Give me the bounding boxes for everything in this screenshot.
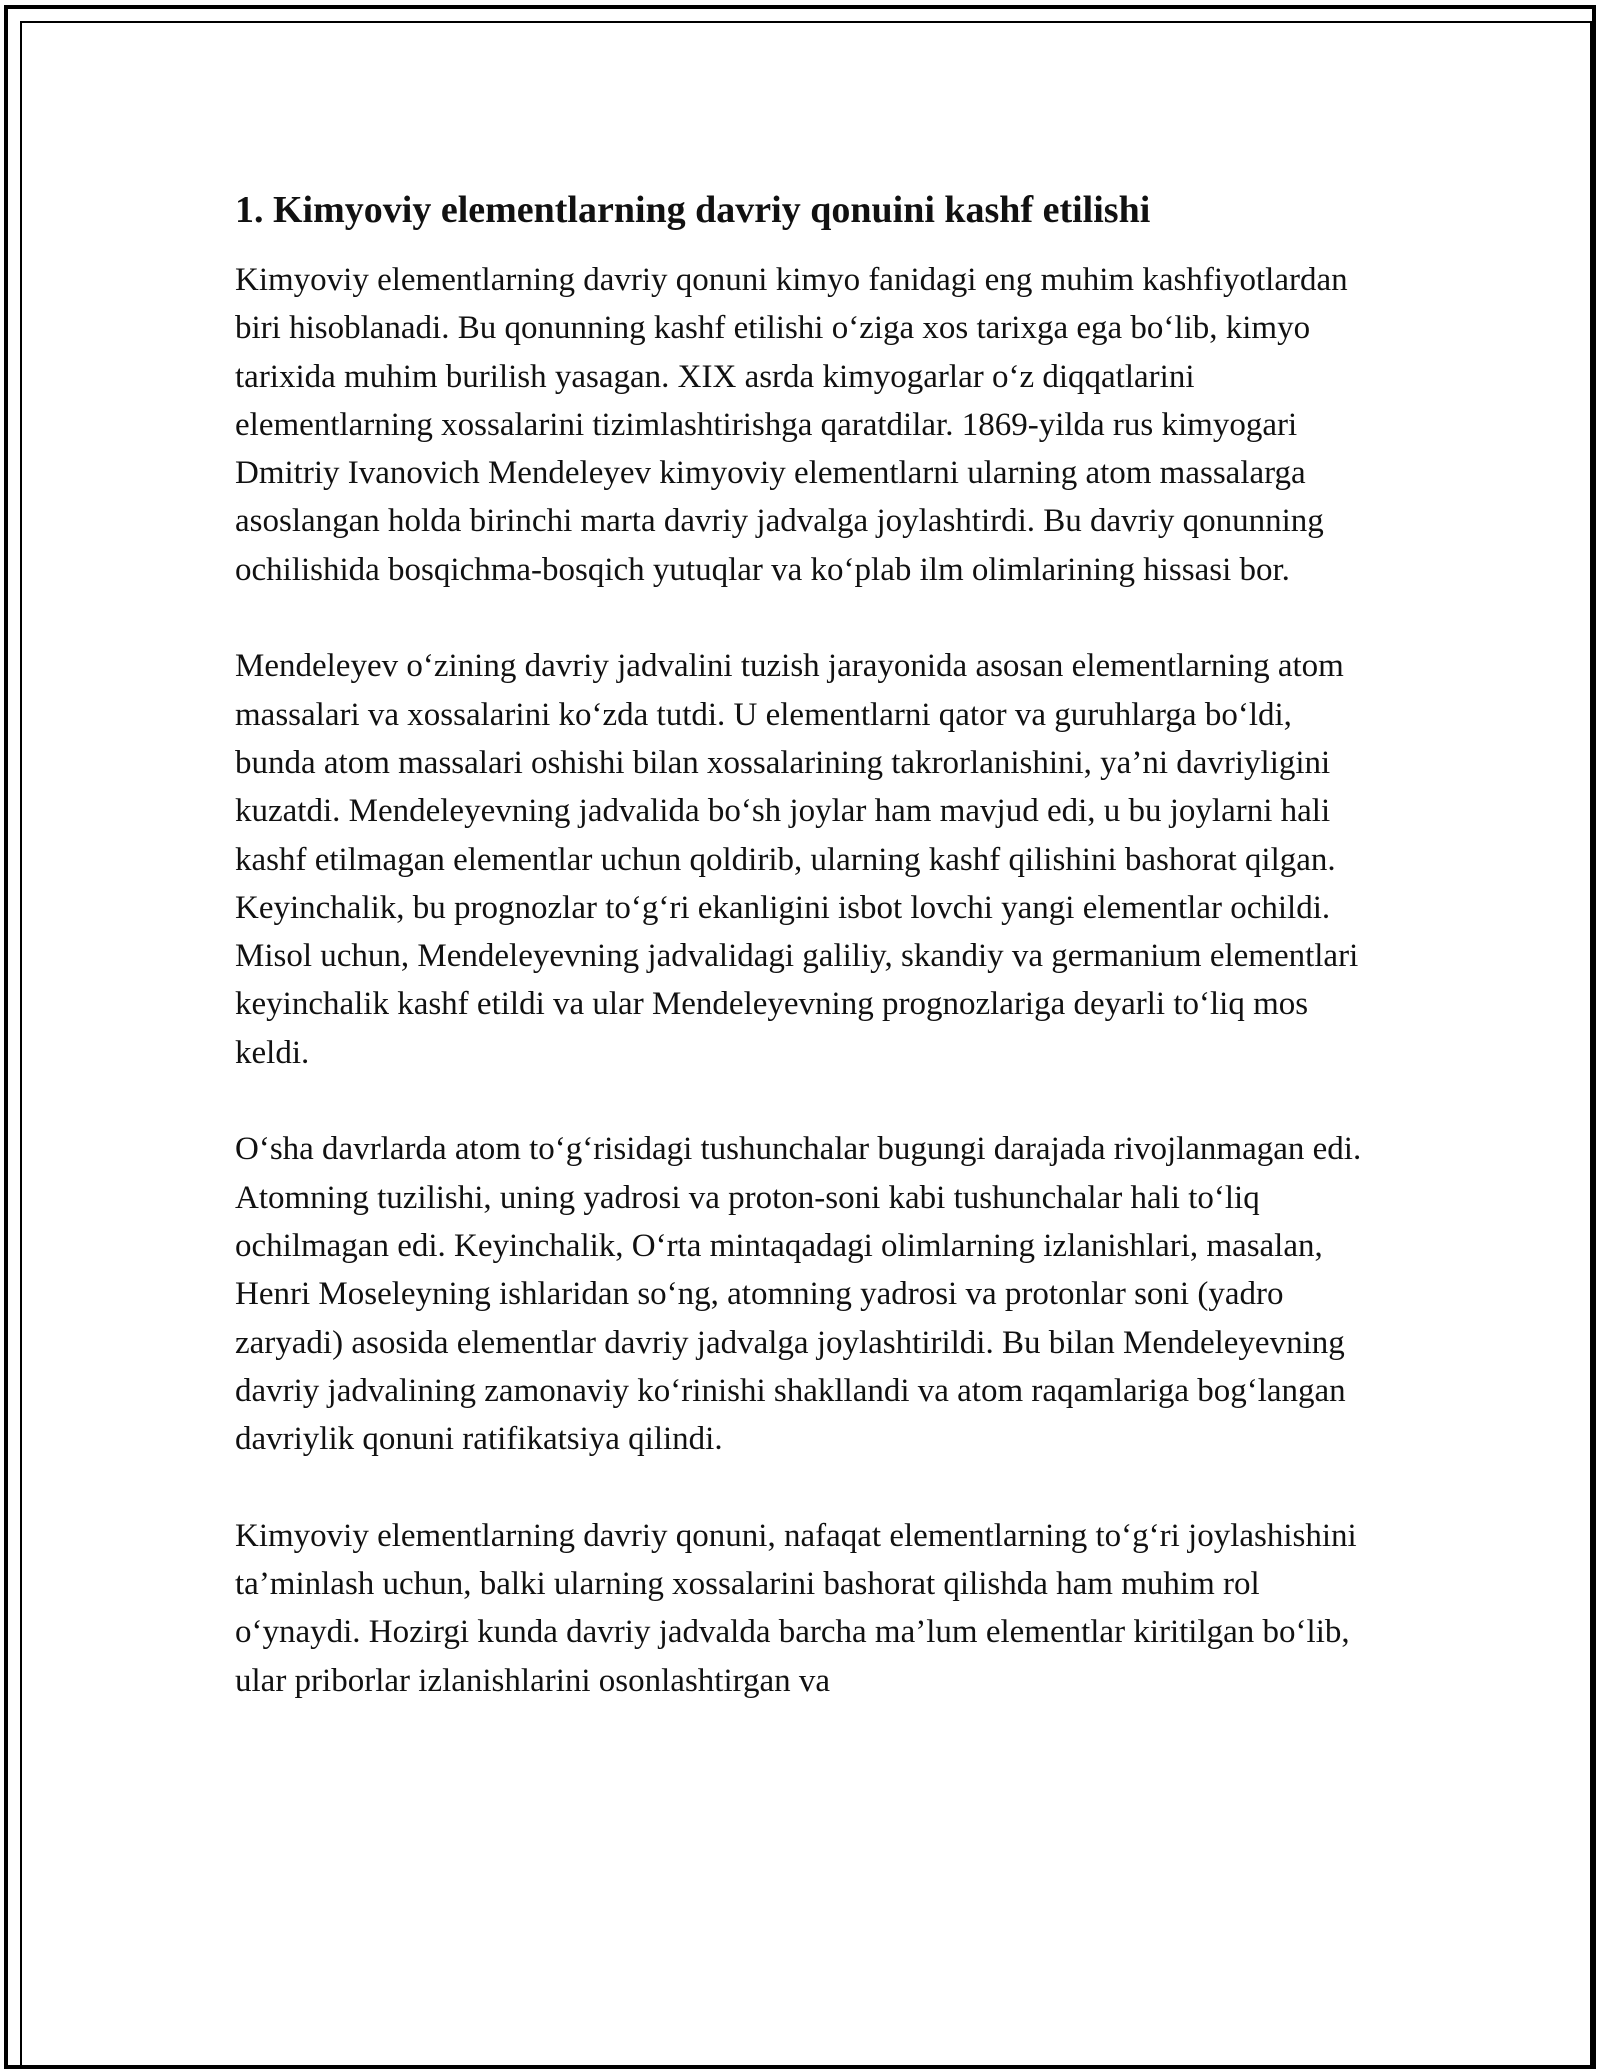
paragraph-4: Kimyoviy elementlarning davriy qonuni, nafaqat elementlarning to‘g‘ri joylashishini ta’minlash uchun, balki ularning xossalarini bashorat qilishda ham muhim rol o‘ynaydi. Hozirgi kunda davriy jadvalda barcha ma’lum elementlar kiritilgan bo‘lib, ular priborlar izlanishlarini osonlashtirgan va — [235, 1517, 1357, 1699]
paragraph-3: O‘sha davrlarda atom to‘g‘risidagi tushunchalar bugungi darajada rivojlanmagan edi. Atomning tuzilishi, uning yadrosi va proton-soni kabi tushunchalar hali to‘liq ochilmagan edi. Keyinchalik, O‘rta mintaqadagi olimlarning izlanishlari, masalan, Henri Moseleyning ishlaridan so‘ng, atomning yadrosi va protonlar soni (yadro zaryadi) asosida elementlar davriy jadvalga joylashtirildi. Bu bilan Mendeleyevning davriy jadvalining zamonaviy ko‘rinishi shakllandi va atom raqamlariga bog‘langan davriylik qonuni ratifikatsiya qilindi. — [235, 1131, 1362, 1458]
paragraph-1: Kimyoviy elementlarning davriy qonuni kimyo fanidagi eng muhim kashfiyotlardan biri hisoblanadi. Bu qonunning kashf etilishi o‘ziga xos tarixga ega bo‘lib, kimyo tarixida muhim burilish yasagan. XIX asrda kimyogarlar o‘z diqqatlarini elementlarning xossalarini tizimlashtirishga qaratdilar. 1869-yilda rus kimyogari Dmitriy Ivanovich Mendeleyev kimyoviy elementlarni ularning atom massalarga asoslangan holda birinchi marta davriy jadvalga joylashtirdi. Bu davriy qonunning ochilishida bosqichma-bosqich yutuqlar va ko‘plab ilm olimlarining hissasi bor. — [235, 262, 1348, 588]
section-heading: 1. Kimyoviy elementlarning davriy qonuini kashf etilishi — [235, 189, 1151, 231]
paragraph-2: Mendeleyev o‘zining davriy jadvalini tuzish jarayonida asosan elementlarning atom massalari va xossalarini ko‘zda tutdi. U elementlarni qator va guruhlarga bo‘ldi, bunda atom massalari oshishi bilan xossalarining takrorlanishini, ya’ni davriyligini kuzatdi. Mendeleyevning jadvalida bo‘sh joylar ham mavjud edi, u bu joylarni hali kashf etilmagan elementlar uchun qoldirib, ularning kashf qilishini bashorat qilgan. Keyinchalik, bu prognozlar to‘g‘ri ekanligini isbot lovchi yangi elementlar ochildi. Misol uchun, Mendeleyevning jadvalidagi galiliy, skandiy va germanium elementlari keyinchalik kashf etildi va ular Mendeleyevning prognozlariga deyarli to‘liq mos keldi. — [235, 648, 1359, 1071]
document-body — [235, 186, 1375, 1705]
